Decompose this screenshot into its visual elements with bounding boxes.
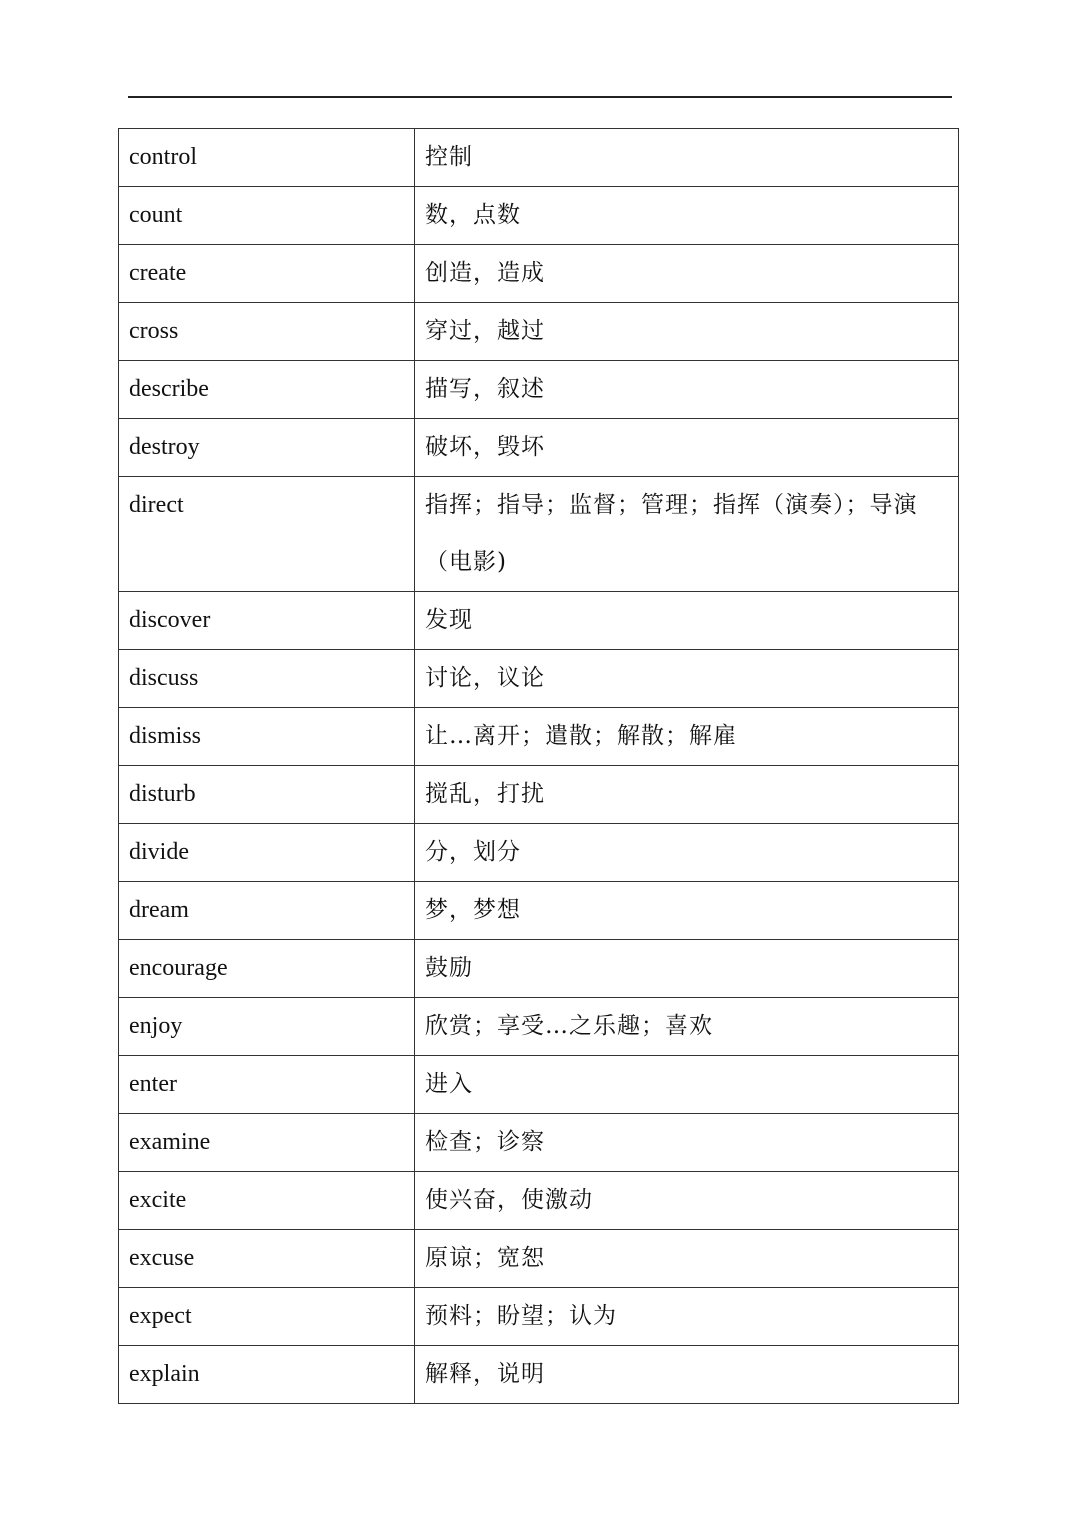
vocabulary-table — [118, 128, 959, 1404]
meaning-cell: 检查；诊察 — [415, 1114, 959, 1172]
table-row — [119, 1172, 959, 1230]
meaning-cell: 原谅；宽恕 — [415, 1230, 959, 1288]
word-cell: describe — [119, 361, 415, 419]
table-row — [119, 1230, 959, 1288]
table-row — [119, 477, 959, 592]
word-cell: destroy — [119, 419, 415, 477]
table-row — [119, 303, 959, 361]
table-row — [119, 245, 959, 303]
meaning-cell: 搅乱，打扰 — [415, 766, 959, 824]
word-cell: explain — [119, 1346, 415, 1404]
vocabulary-table-body — [119, 129, 959, 1404]
word-cell: enjoy — [119, 998, 415, 1056]
meaning-cell: 讨论，议论 — [415, 650, 959, 708]
meaning-cell: 解释，说明 — [415, 1346, 959, 1404]
word-cell: enter — [119, 1056, 415, 1114]
word-cell: excite — [119, 1172, 415, 1230]
meaning-cell: 破坏，毁坏 — [415, 419, 959, 477]
meaning-cell: 预料；盼望；认为 — [415, 1288, 959, 1346]
word-cell: cross — [119, 303, 415, 361]
word-cell: expect — [119, 1288, 415, 1346]
meaning-cell: 创造，造成 — [415, 245, 959, 303]
table-row — [119, 361, 959, 419]
header-rule — [128, 96, 952, 98]
word-cell: examine — [119, 1114, 415, 1172]
table-row — [119, 650, 959, 708]
meaning-cell: 让…离开；遣散；解散；解雇 — [415, 708, 959, 766]
table-row — [119, 766, 959, 824]
meaning-cell: 控制 — [415, 129, 959, 187]
table-row — [119, 882, 959, 940]
meaning-cell: 鼓励 — [415, 940, 959, 998]
table-row — [119, 708, 959, 766]
table-row — [119, 940, 959, 998]
table-row — [119, 1288, 959, 1346]
table-row — [119, 419, 959, 477]
table-row — [119, 592, 959, 650]
table-row — [119, 998, 959, 1056]
word-cell: discuss — [119, 650, 415, 708]
meaning-cell: 梦，梦想 — [415, 882, 959, 940]
meaning-cell: 发现 — [415, 592, 959, 650]
word-cell: discover — [119, 592, 415, 650]
table-row — [119, 1346, 959, 1404]
meaning-cell: 进入 — [415, 1056, 959, 1114]
table-row — [119, 824, 959, 882]
word-cell: create — [119, 245, 415, 303]
word-cell: encourage — [119, 940, 415, 998]
word-cell: excuse — [119, 1230, 415, 1288]
table-row — [119, 129, 959, 187]
word-cell: disturb — [119, 766, 415, 824]
word-cell: dream — [119, 882, 415, 940]
meaning-cell: 穿过，越过 — [415, 303, 959, 361]
meaning-cell: 数，点数 — [415, 187, 959, 245]
meaning-cell: 指挥；指导；监督；管理；指挥（演奏）；导演（电影) — [415, 477, 959, 592]
word-cell: count — [119, 187, 415, 245]
table-row — [119, 187, 959, 245]
table-row — [119, 1114, 959, 1172]
meaning-cell: 欣赏；享受…之乐趣；喜欢 — [415, 998, 959, 1056]
word-cell: dismiss — [119, 708, 415, 766]
meaning-cell: 描写，叙述 — [415, 361, 959, 419]
table-row — [119, 1056, 959, 1114]
word-cell: control — [119, 129, 415, 187]
word-cell: divide — [119, 824, 415, 882]
word-cell: direct — [119, 477, 415, 592]
meaning-cell: 使兴奋，使激动 — [415, 1172, 959, 1230]
meaning-cell: 分，划分 — [415, 824, 959, 882]
